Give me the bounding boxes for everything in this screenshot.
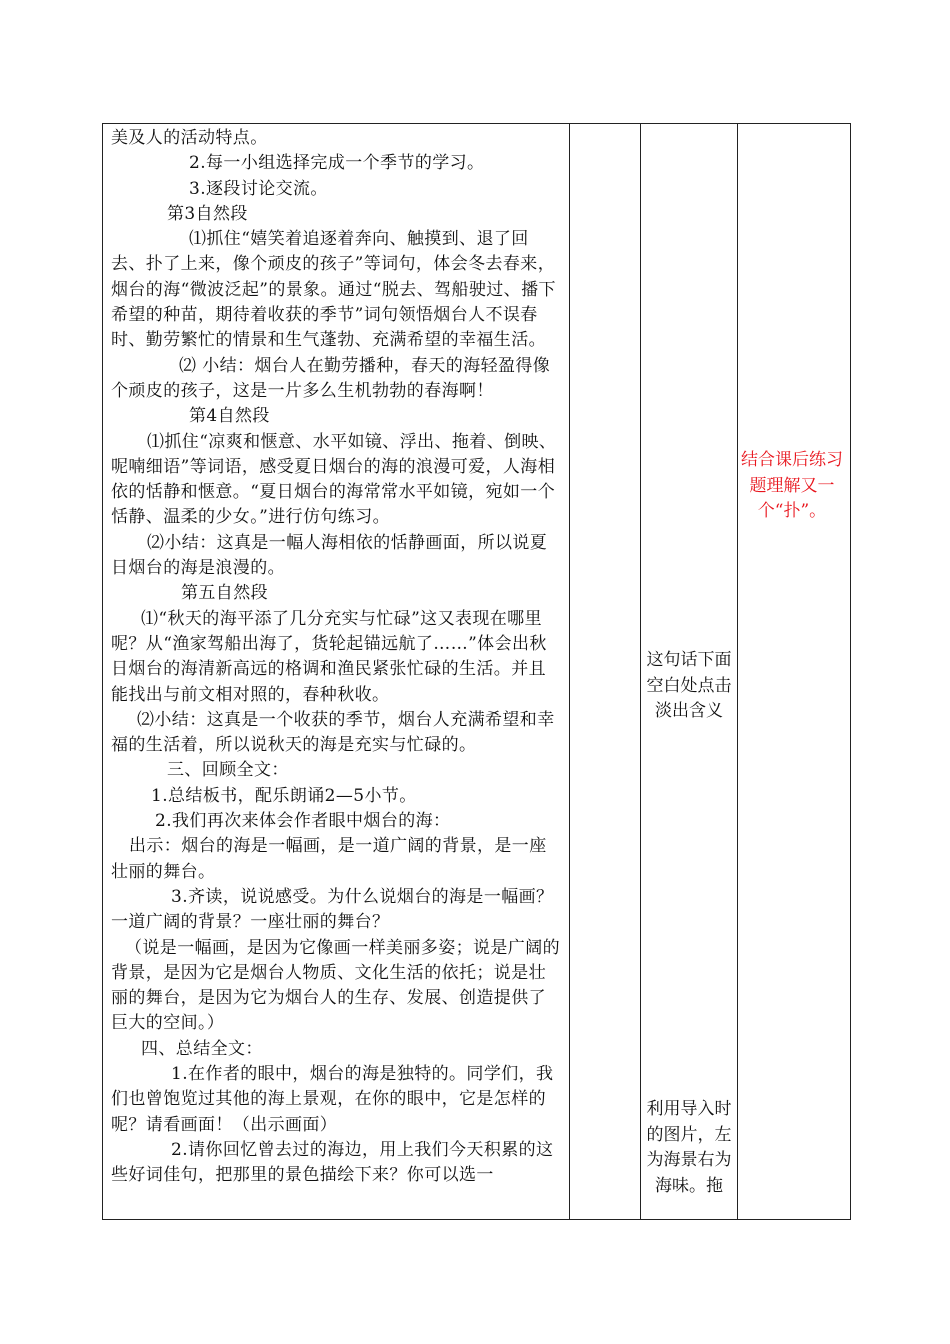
paragraph: ⑴抓住“嬉笑着追逐着奔向、触摸到、退了回去、扑了上来，像个顽皮的孩子”等词句，体会冬去春来，烟台的海“微波泛起”的景象。通过“脱去、驾船驶过、播下希望的种苗，期待着收获的季节”词句领悟烟台人不误春时、勤劳繁忙的情景和生气蓬勃、充满希望的幸福生活。 xyxy=(111,229,556,351)
paragraph: 3.齐读，说说感受。为什么说烟台的海是一幅画？一道广阔的背景？一座壮丽的舞台？ xyxy=(111,886,554,933)
paragraph: 2.请你回忆曾去过的海边，用上我们今天积累的这些好词佳句，把那里的景色描绘下来？你可以选一 xyxy=(111,1139,554,1186)
paragraph: 美及人的活动特点。 xyxy=(111,128,268,148)
paragraph: ⑴“秋天的海平添了几分充实与忙碌”这又表现在哪里呢？从“渔家驾船出海了，货轮起锚远航了……”体会出秋日烟台的海清新高远的格调和渔民紧张忙碌的生活。并且能找出与前文相对照的，春种秋收。 xyxy=(111,608,547,705)
design-note-intro-image: 利用导入时的图片，左为海景右为海味。拖 xyxy=(646,1099,732,1196)
teaching-process-cell xyxy=(103,124,570,1220)
paragraph: 2.我们再次来体会作者眼中烟台的海： xyxy=(155,811,451,832)
lesson-plan-table xyxy=(102,123,851,1220)
section-heading: 三、回顾全文： xyxy=(167,760,289,781)
paragraph: 3.逐段讨论交流。 xyxy=(189,178,328,199)
paragraph: （说是一幅画，是因为它像画一样美丽多姿；说是广阔的背景，是因为它是烟台人物质、文化生活的依托；说是壮丽的舞台，是因为它为烟台人的生存、发展、创造提供了巨大的空间。） xyxy=(111,937,560,1034)
paragraph: 2.每一小组选择完成一个季节的学习。 xyxy=(189,153,485,174)
paragraph: ⑴抓住“凉爽和惬意、水平如镜、浮出、拖着、倒映、呢喃细语”等词语，感受夏日烟台的海的浪漫可爱，人海相依的恬静和惬意。“夏日烟台的海常常水平如镜，宛如一个恬静、温柔的少女。”进行仿句练习。 xyxy=(111,431,557,528)
section-heading: 四、总结全文： xyxy=(141,1038,263,1059)
paragraph: ⑵小结：这真是一幅人海相依的恬静画面，所以说夏日烟台的海是浪漫的。 xyxy=(111,532,548,579)
section-heading: 第3自然段 xyxy=(167,203,248,224)
section-heading: 第五自然段 xyxy=(181,583,268,604)
table-row xyxy=(103,124,851,1220)
blank-column-cell xyxy=(570,124,641,1220)
paragraph: 出示：烟台的海是一幅画，是一道广阔的背景，是一座壮丽的舞台。 xyxy=(111,836,547,882)
paragraph: 1.在作者的眼中，烟台的海是独特的。同学们，我们也曾饱览过其他的海上景观，在你的眼中，它是怎样的呢？请看画面！（出示画面） xyxy=(111,1063,554,1135)
teaching-process-text xyxy=(103,124,569,1188)
design-note-interaction: 这句话下面空白处点击淡出含义 xyxy=(646,650,732,721)
revision-cell xyxy=(738,124,851,1220)
paragraph: 1.总结板书，配乐朗诵2—5小节。 xyxy=(151,785,417,806)
section-heading: 第4自然段 xyxy=(189,406,270,427)
paragraph: ⑵小结：这真是一个收获的季节，烟台人充满希望和幸福的生活着，所以说秋天的海是充实与忙碌的。 xyxy=(111,709,555,756)
revision-note: 结合课后练习题理解又一个“扑”。 xyxy=(741,450,843,521)
paragraph: ⑵ 小结：烟台人在勤劳播种，春天的海轻盈得像个顽皮的孩子，这是一片多么生机勃勃的春海啊！ xyxy=(111,355,551,401)
